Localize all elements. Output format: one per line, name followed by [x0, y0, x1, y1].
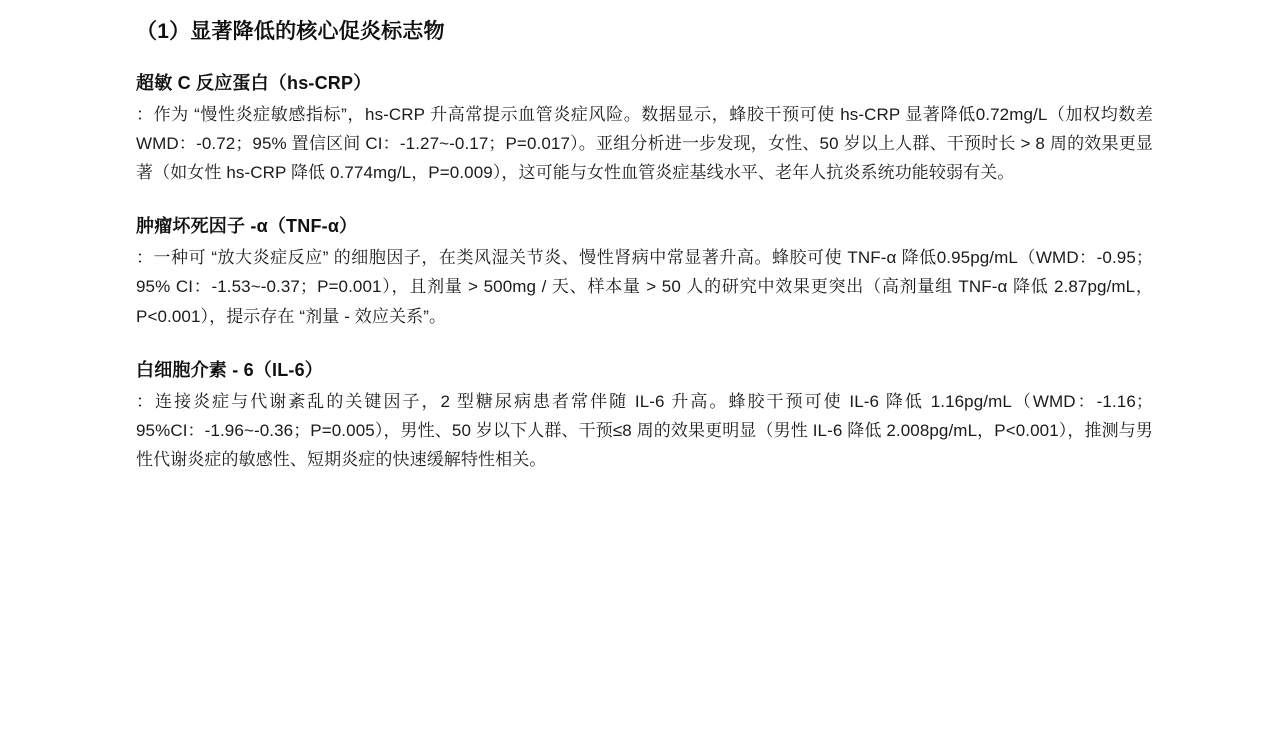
block-paragraph: ：连接炎症与代谢紊乱的关键因子，2 型糖尿病患者常伴随 IL-6 升高。蜂胶干预可使 IL-6 降低 1.16pg/mL（WMD：-1.16；95%CI：-1.96~-0.36；P=0.005），男性、50 岁以下人群、干预≤8 周的效果更明显（男性 IL-6 降低 2.008pg/mL，P<0.001），推测与男性代谢炎症的敏感性、短期炎症的快速缓解特性相关。: [136, 391, 1153, 470]
content-block-tnf-alpha: [136, 213, 1153, 331]
content-block-hs-crp: [136, 70, 1153, 188]
block-heading: 超敏 C 反应蛋白（hs-CRP）: [136, 72, 372, 93]
block-heading: 肿瘤坏死因子 -α（TNF-α）: [136, 216, 358, 237]
content-block-il-6: [136, 357, 1153, 475]
block-heading: 白细胞介素 - 6（IL-6）: [136, 359, 324, 380]
block-paragraph: ：一种可 “放大炎症反应” 的细胞因子，在类风湿关节炎、慢性肾病中常显著升高。蜂胶可使 TNF-α 降低0.95pg/mL（WMD：-0.95；95% CI：-1.53~-0.37；P=0.001），且剂量 > 500mg / 天、样本量 > 50 人的研究中效果更突出（高剂量组 TNF-α 降低 2.87pg/mL，P<0.001），提示存在 “剂量 - 效应关系”。: [136, 248, 1153, 326]
block-paragraph: ：作为 “慢性炎症敏感指标”，hs-CRP 升高常提示血管炎症风险。数据显示，蜂胶干预可使 hs-CRP 显著降低0.72mg/L（加权均数差 WMD：-0.72；95% 置信区间 CI：-1.27~-0.17；P=0.017）。亚组分析进一步发现，女性、50 岁以上人群、干预时长 > 8 周的效果更显著（如女性 hs-CRP 降低 0.774mg/L，P=0.009），这可能与女性血管炎症基线水平、老年人抗炎系统功能较弱有关。: [136, 104, 1153, 182]
page-title: （1）显著降低的核心促炎标志物: [136, 20, 445, 43]
